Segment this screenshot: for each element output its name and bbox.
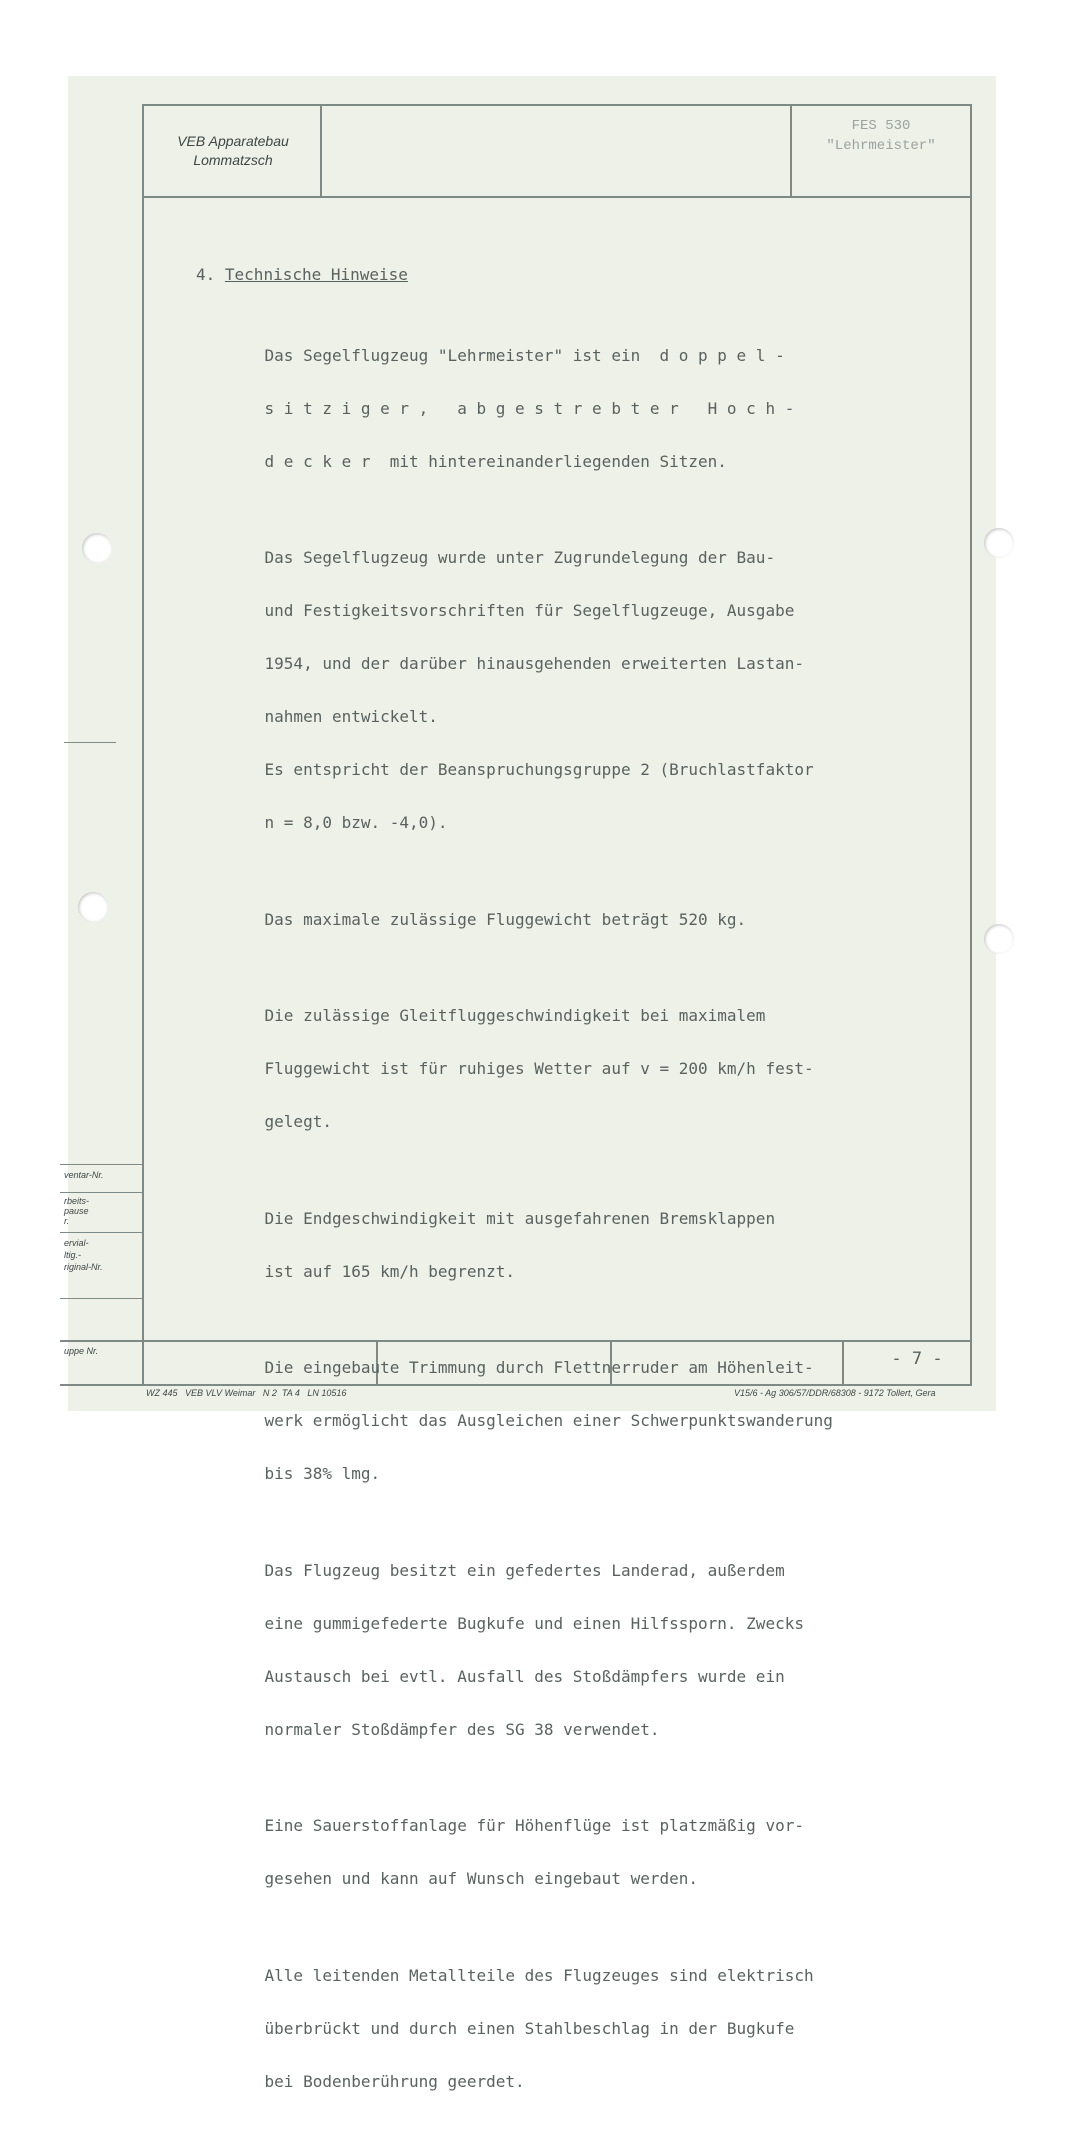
text-line: Das Segelflugzeug wurde unter Zugrundelegung der Bau- <box>264 548 776 567</box>
text-line: s i t z i g e r , a b g e s t r e b t e r H o c h - <box>264 398 795 418</box>
side-box-line-2 <box>60 1192 144 1193</box>
footer-left-print-code: WZ 445 VEB VLV Weimar N 2 TA 4 LN 10516 <box>146 1388 347 1398</box>
paragraph-max-weight <box>226 880 886 960</box>
text-line: eine gummigefederte Bugkufe und einen Hilfssporn. Zwecks <box>264 1613 804 1633</box>
company-line-2: Lommatzsch <box>193 152 273 168</box>
text-line: bis 38% lmg. <box>264 1464 381 1483</box>
type-line-1: FES 530 <box>851 118 911 134</box>
text-line: Austausch bei evtl. Ausfall des Stoßdämpfers wurde ein <box>264 1666 785 1686</box>
paragraph-grounding <box>226 1936 886 2122</box>
aircraft-type-id <box>795 116 967 156</box>
text-line: Das Segelflugzeug "Lehrmeister" ist ein d o p p e l - <box>264 345 785 365</box>
text-line: Die Endgeschwindigkeit mit ausgefahrenen Bremsklappen <box>264 1208 776 1228</box>
page-number: - 7 - <box>891 1349 943 1369</box>
punch-hole-right-lower <box>984 924 1014 954</box>
paragraph-glide-speed <box>226 977 886 1163</box>
paragraph-trim <box>226 1329 886 1515</box>
side-label-inventory: ventar-Nr. <box>64 1170 104 1180</box>
paragraph-oxygen <box>226 1787 886 1920</box>
header-divider-1 <box>320 104 322 197</box>
text-line: nahmen entwickelt. <box>264 707 438 726</box>
frame-right-line <box>970 104 972 1386</box>
text-line: bei Bodenberührung geerdet. <box>264 2071 525 2091</box>
text-line: überbrückt und durch einen Stahlbeschlag in der Bugkufe <box>264 2018 795 2038</box>
paragraph-landing-gear <box>226 1531 886 1770</box>
text-line: Fluggewicht ist für ruhiges Wetter auf v = 200 km/h fest- <box>264 1059 814 1078</box>
company-line-1: VEB Apparatebau <box>177 133 289 149</box>
section-heading <box>196 262 408 289</box>
header-divider-2 <box>790 104 792 197</box>
side-label-work-1: rbeits- <box>64 1196 90 1206</box>
body-text <box>226 316 886 2139</box>
text-line: und Festigkeitsvorschriften für Segelflugzeuge, Ausgabe <box>264 601 795 620</box>
frame-header-bottom-line <box>142 196 972 198</box>
text-line: Alle leitenden Metallteile des Flugzeuges sind elektrisch <box>264 1965 814 1985</box>
text-line: Das maximale zulässige Fluggewicht beträgt 520 kg. <box>264 909 747 929</box>
company-name <box>148 132 318 170</box>
text-line: normaler Stoßdämpfer des SG 38 verwendet. <box>264 1719 660 1739</box>
paragraph-terminal-speed <box>226 1179 886 1312</box>
side-box-line-1 <box>60 1164 144 1165</box>
punch-hole-left-lower <box>78 892 108 922</box>
side-label-serial-3: riginal-Nr. <box>64 1262 103 1272</box>
punch-hole-left-upper <box>82 533 112 563</box>
text-line: Es entspricht der Beanspruchungsgruppe 2 (Bruchlastfaktor <box>264 760 814 779</box>
text-line: werk ermöglicht das Ausgleichen einer Schwerpunktswanderung <box>264 1411 833 1430</box>
text-line: gelegt. <box>264 1112 332 1131</box>
text-line: gesehen und kann auf Wunsch eingebaut werden. <box>264 1869 699 1888</box>
side-label-serial-2: ltig.- <box>64 1250 82 1260</box>
footer-right-print-code: V15/6 - Ag 306/57/DDR/68308 - 9172 Tollert, Gera <box>734 1388 936 1398</box>
text-line: Eine Sauerstoffanlage für Höhenflüge ist platzmäßig vor- <box>264 1816 804 1835</box>
text-line: d e c k e r mit hintereinanderliegenden Sitzen. <box>264 451 727 471</box>
frame-left-line <box>142 104 144 1386</box>
section-number: 4. <box>196 265 216 284</box>
side-label-serial-1: ervial- <box>64 1238 89 1248</box>
margin-mark-line <box>64 742 116 743</box>
text-line: Die eingebaute Trimmung durch Flettnerruder am Höhenleit- <box>264 1358 814 1377</box>
text-line: Das Flugzeug besitzt ein gefedertes Landerad, außerdem <box>264 1560 785 1580</box>
section-title: Technische Hinweise <box>224 265 408 284</box>
punch-hole-right-upper <box>984 528 1014 558</box>
paragraph-layout <box>226 316 886 502</box>
side-box-line-3 <box>60 1232 144 1233</box>
text-line: 1954, und der darüber hinausgehenden erweiterten Lastan- <box>264 654 804 673</box>
side-label-work-2: pause <box>64 1206 89 1216</box>
type-line-2: "Lehrmeister" <box>826 138 936 154</box>
frame-top-line <box>142 104 972 106</box>
side-label-group: uppe Nr. <box>64 1346 99 1356</box>
side-label-work-3: r. <box>64 1216 70 1226</box>
text-line: ist auf 165 km/h begrenzt. <box>264 1261 515 1281</box>
paragraph-construction-rules <box>226 519 886 864</box>
text-line: n = 8,0 bzw. -4,0). <box>264 813 448 832</box>
side-box-line-4 <box>60 1298 144 1299</box>
text-line: Die zulässige Gleitfluggeschwindigkeit bei maximalem <box>264 1006 766 1025</box>
